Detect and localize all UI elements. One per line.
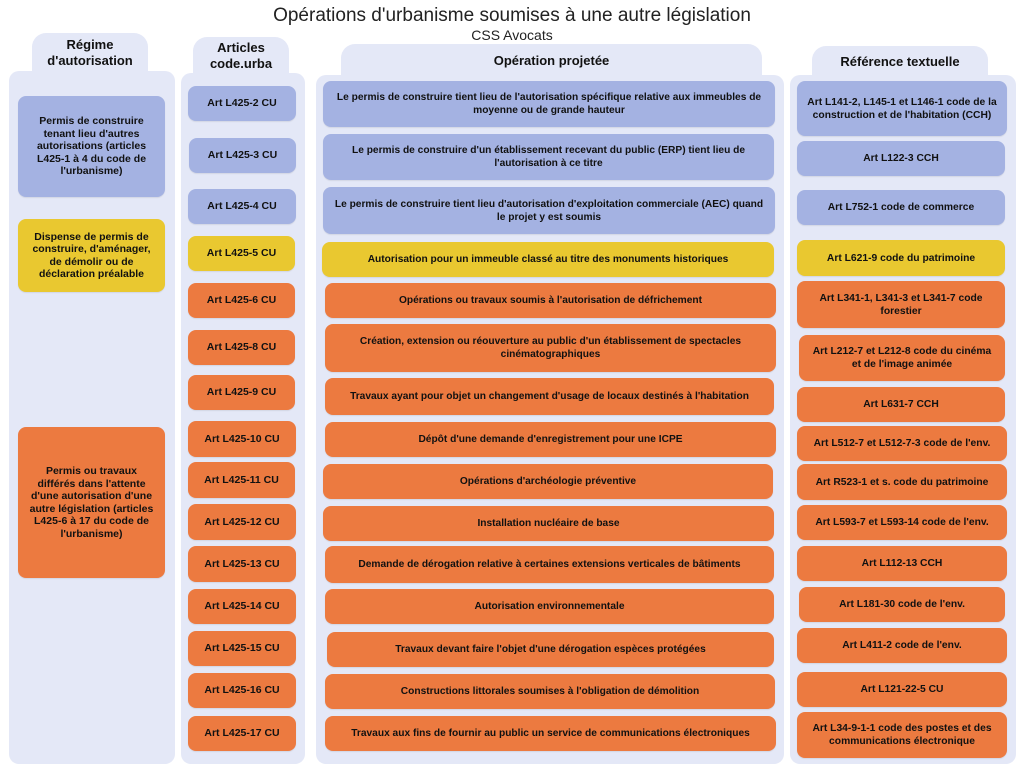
operation-text: Opérations ou travaux soumis à l'autorisation de défrichement: [398, 295, 703, 306]
reference-box: [797, 464, 1007, 500]
operation-text: Travaux devant faire l'objet d'une dérogation espèces protégées: [395, 644, 706, 655]
reference-text: Art L593-7 et L593-14 code de l'env.: [815, 517, 989, 528]
reference-box: [797, 281, 1005, 328]
operation-text: Autorisation environnementale: [474, 601, 625, 612]
column-header-reference: [812, 46, 988, 78]
column-header-reference-label: Référence textuelle: [840, 54, 960, 69]
operation-text: Création, extension ou réouverture au public d'un établissement de spectacles cinématographiques: [359, 336, 742, 360]
operation-box: [323, 187, 775, 234]
column-header-regime-label: Régime d'autorisation: [47, 37, 133, 68]
reference-box: [797, 672, 1007, 707]
operation-box: [322, 242, 774, 277]
article-text: Art L425-17 CU: [204, 727, 280, 739]
article-box: [188, 631, 296, 666]
article-text: Art L425-14 CU: [204, 600, 280, 612]
column-header-regime: [32, 33, 148, 73]
operation-text: Le permis de construire tient lieu de l'autorisation spécifique relative aux immeubles de moyenne ou de grande hauteur: [336, 92, 762, 116]
reference-box: [797, 141, 1005, 176]
label-text: Permis ou travaux différés dans l'attente d'une autorisation d'une autre législation (articles L425-6 à 17 du code de l'urbanisme): [29, 465, 154, 540]
page-subtitle: CSS Avocats: [471, 27, 553, 43]
operation-box: [323, 81, 775, 127]
operation-box: [325, 546, 774, 583]
article-text: Art L425-4 CU: [207, 200, 277, 212]
operation-text: Dépôt d'une demande d'enregistrement pour une ICPE: [418, 434, 683, 445]
regime-box-permis-differe: [18, 427, 165, 578]
label-text: Dispense de permis de construire, d'aménager, de démolir ou de déclaration préalable: [32, 230, 151, 280]
article-text: Art L425-12 CU: [204, 515, 280, 528]
operation-text: Le permis de construire tient lieu d'autorisation d'exploitation commerciale (AEC) quand le projet y est soumis: [334, 198, 764, 223]
operation-box: [327, 632, 774, 667]
page-title: Opérations d'urbanisme soumises à une autre législation: [273, 5, 751, 26]
column-header-operation-label: Opération projetée: [493, 53, 610, 68]
article-box: [189, 138, 296, 173]
reference-text: Art L34-9-1-1 code des postes et des communications électronique: [812, 723, 992, 747]
operation-box: [325, 674, 775, 709]
reference-box: [797, 240, 1005, 276]
article-box: [188, 462, 295, 498]
article-text: Art L425-13 CU: [204, 557, 280, 570]
article-box: [188, 86, 296, 121]
reference-text: Art L411-2 code de l'env.: [842, 640, 962, 651]
reference-box: [799, 587, 1005, 622]
article-box: [188, 504, 296, 540]
reference-box: [797, 426, 1007, 461]
operation-box: [323, 506, 774, 541]
article-box: [188, 673, 296, 708]
operation-text: Demande de dérogation relative à certaines extensions verticales de bâtiments: [358, 559, 741, 570]
article-text: Art L425-10 CU: [204, 432, 280, 445]
article-text: Art L425-3 CU: [207, 149, 278, 161]
article-text: Art L425-16 CU: [204, 684, 280, 696]
operation-box: [325, 378, 774, 415]
reference-text: Art R523-1 et s. code du patrimoine: [815, 476, 989, 488]
article-text: Art L425-6 CU: [206, 294, 277, 306]
article-box: [188, 283, 295, 318]
reference-text: Art L752-1 code de commerce: [827, 202, 975, 213]
article-text: Art L425-9 CU: [206, 386, 277, 398]
reference-box: [797, 387, 1005, 422]
article-text: Art L425-15 CU: [204, 642, 280, 654]
operation-text: Opérations d'archéologie préventive: [459, 476, 637, 487]
reference-box: [799, 335, 1005, 381]
operation-box: [323, 464, 773, 499]
reference-box: [797, 505, 1007, 540]
reference-box: [797, 81, 1007, 136]
column-header-operation: [341, 44, 762, 78]
reference-text: Art L122-3 CCH: [863, 153, 939, 164]
article-text: Art L425-2 CU: [207, 97, 277, 109]
regime-box-dispense: [18, 219, 165, 292]
reference-box: [797, 712, 1007, 758]
regime-box-permis-tenant-lieu: [18, 96, 165, 197]
article-box: [188, 375, 295, 410]
operation-box: [325, 422, 776, 457]
operation-text: Autorisation pour un immeuble classé au titre des monuments historiques: [367, 254, 729, 265]
reference-text: Art L181-30 code de l'env.: [839, 599, 965, 610]
article-box: [188, 546, 296, 582]
operation-text: Le permis de construire d'un établissement recevant du public (ERP) tient lieu de l'autorisation à ce titre: [351, 145, 746, 169]
label-text: Permis de construire tenant lieu d'autres autorisations (articles L425-1 à 4 du code de l'urbanisme): [36, 115, 147, 178]
reference-text: Art L212-7 et L212-8 code du cinéma et de l'image animée: [812, 346, 992, 370]
operation-box: [325, 589, 774, 624]
article-box: [188, 589, 296, 624]
article-text: Art L425-8 CU: [206, 341, 277, 353]
article-box: [188, 236, 295, 271]
reference-text: Art L621-9 code du patrimoine: [826, 252, 976, 264]
operation-text: Constructions littorales soumises à l'obligation de démolition: [400, 686, 700, 697]
article-box: [188, 330, 295, 365]
reference-box: [797, 190, 1005, 225]
reference-text: Art L121-22-5 CU: [860, 684, 944, 695]
reference-box: [797, 628, 1007, 663]
reference-text: Art L631-7 CCH: [863, 399, 939, 410]
article-box: [188, 421, 296, 457]
article-box: [188, 716, 296, 751]
operation-text: Installation nucléaire de base: [477, 518, 620, 529]
operation-box: [325, 283, 776, 318]
reference-text: Art L112-13 CCH: [861, 558, 943, 569]
article-text: Art L425-11 CU: [204, 473, 279, 486]
operation-text: Travaux ayant pour objet un changement d'usage de locaux destinés à l'habitation: [350, 391, 749, 402]
column-header-articles-label: Articles code.urba: [209, 40, 273, 71]
reference-text: Art L512-7 et L512-7-3 code de l'env.: [813, 438, 991, 449]
operation-box: [325, 716, 776, 751]
article-text: Art L425-5 CU: [206, 247, 277, 259]
reference-text: Art L141-2, L145-1 et L146-1 code de la construction et de l'habitation (CCH): [807, 96, 997, 121]
column-header-articles: [193, 37, 289, 75]
operation-box: [325, 324, 776, 372]
reference-box: [797, 546, 1007, 581]
reference-text: Art L341-1, L341-3 et L341-7 code forestier: [819, 292, 983, 317]
article-box: [188, 189, 296, 224]
operation-text: Travaux aux fins de fournir au public un service de communications électroniques: [351, 728, 750, 739]
operation-box: [323, 134, 774, 180]
